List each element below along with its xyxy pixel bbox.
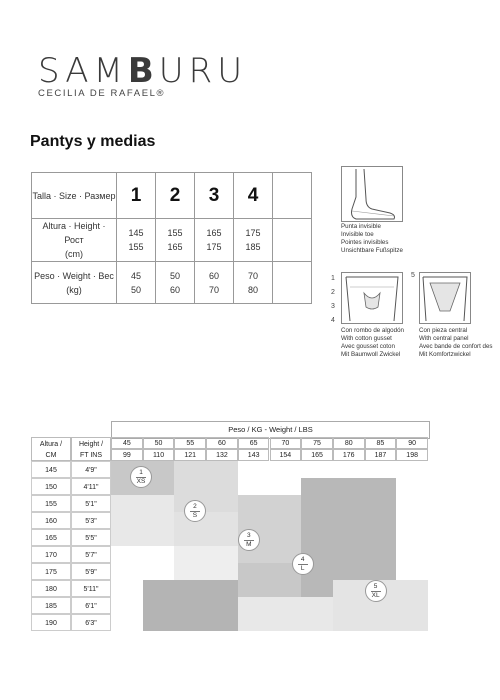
- lbs-tick: 143: [238, 449, 270, 461]
- height-ft: 5'3": [71, 512, 111, 529]
- lbs-tick: 187: [365, 449, 397, 461]
- foot-icon: [342, 167, 402, 221]
- height-ft: 4'9": [71, 461, 111, 478]
- size-zone: [143, 580, 238, 631]
- kg-tick: 80: [333, 437, 365, 449]
- size-row: [32, 173, 312, 219]
- cotton-gusset-caption: Con rombo de algodón With cotton gusset Avec gousset coton Mit Baumwoll Zwickel: [341, 327, 404, 358]
- weight-chart-title: Peso / KG - Weight / LBS: [111, 421, 430, 439]
- kg-tick: 75: [301, 437, 333, 449]
- kg-header-row: [111, 437, 428, 449]
- height-label: Altura · Height · Рост (cm): [32, 219, 117, 262]
- size-2: 2: [156, 173, 195, 219]
- panel-number: 5: [411, 272, 415, 279]
- height-cm: 150: [31, 478, 71, 495]
- height-cm: 145: [31, 461, 71, 478]
- invisible-toe-diagram: [341, 166, 403, 222]
- size-badge: 4 L: [292, 553, 314, 575]
- invisible-toe-caption: Punta invisible Invisible toe Pointes invisibles Unsichtbare Fußspitze: [341, 223, 403, 254]
- lbs-tick: 121: [174, 449, 206, 461]
- height-1: 145 155: [117, 219, 156, 262]
- kg-tick: 65: [238, 437, 270, 449]
- lbs-tick: 198: [396, 449, 428, 461]
- size-4: 4: [234, 173, 273, 219]
- height-4: 175 185: [234, 219, 273, 262]
- kg-tick: 85: [365, 437, 397, 449]
- size-table: [31, 172, 312, 304]
- size-zone-grid: [111, 461, 428, 631]
- height-ft: 5'9": [71, 563, 111, 580]
- brand-name: SAMBURU: [38, 51, 248, 91]
- size-zone: [174, 512, 237, 546]
- lbs-tick: 110: [143, 449, 175, 461]
- weight-2: 50 60: [156, 262, 195, 304]
- height-cm: 185: [31, 597, 71, 614]
- size-zone: [111, 495, 174, 546]
- size-badge: 3 M: [238, 529, 260, 551]
- size-header-label: Talla · Size · Размер: [32, 173, 117, 219]
- height-cm: 180: [31, 580, 71, 597]
- panel-icon: [420, 273, 470, 323]
- size-zone: [238, 597, 333, 631]
- empty-cell: [273, 173, 312, 219]
- gusset-icon: [342, 273, 402, 323]
- lbs-tick: 99: [111, 449, 143, 461]
- lbs-tick: 165: [301, 449, 333, 461]
- size-3: 3: [195, 173, 234, 219]
- ft-header: Height / FT INS: [71, 437, 111, 461]
- weight-3: 60 70: [195, 262, 234, 304]
- weight-4: 70 80: [234, 262, 273, 304]
- size-zone: [174, 461, 237, 512]
- weight-1: 45 50: [117, 262, 156, 304]
- brand-subtitle: CECILIA DE RAFAEL®: [38, 88, 166, 99]
- weight-row: [32, 262, 312, 304]
- size-badge: 1 XS: [130, 466, 152, 488]
- size-1: 1: [117, 173, 156, 219]
- height-cm: 160: [31, 512, 71, 529]
- kg-tick: 90: [396, 437, 428, 449]
- size-badge: 2 S: [184, 500, 206, 522]
- cotton-gusset-diagram: [341, 272, 403, 324]
- height-ft: 5'1": [71, 495, 111, 512]
- height-row: [32, 219, 312, 262]
- size-badge: 5 XL: [365, 580, 387, 602]
- section-title: Pantys y medias: [30, 133, 156, 150]
- height-cm: 155: [31, 495, 71, 512]
- lbs-tick: 132: [206, 449, 238, 461]
- weight-height-chart: [31, 421, 430, 632]
- height-2: 155 165: [156, 219, 195, 262]
- kg-tick: 45: [111, 437, 143, 449]
- kg-tick: 55: [174, 437, 206, 449]
- empty-cell: [273, 262, 312, 304]
- height-cm: 175: [31, 563, 71, 580]
- central-panel-diagram: [419, 272, 471, 324]
- brand-logo: [38, 52, 278, 99]
- lbs-header-row: [111, 449, 428, 461]
- height-cm: 190: [31, 614, 71, 631]
- kg-tick: 50: [143, 437, 175, 449]
- lbs-tick: 176: [333, 449, 365, 461]
- height-ft: 4'11": [71, 478, 111, 495]
- kg-tick: 70: [270, 437, 302, 449]
- weight-label: Peso · Weight · Вес (kg): [32, 262, 117, 304]
- cm-header: Altura / CM: [31, 437, 71, 461]
- height-cm: 165: [31, 529, 71, 546]
- height-ft: 5'11": [71, 580, 111, 597]
- gusset-numbers: 1 2 3 4: [331, 275, 335, 324]
- kg-tick: 60: [206, 437, 238, 449]
- empty-cell: [273, 219, 312, 262]
- height-ft: 5'5": [71, 529, 111, 546]
- lbs-tick: 154: [270, 449, 302, 461]
- height-ft: 5'7": [71, 546, 111, 563]
- height-ft: 6'3": [71, 614, 111, 631]
- central-panel-caption: Con pieza central With central panel Avec bande de confort des Mit Komfortzwickel: [419, 327, 493, 358]
- height-3: 165 175: [195, 219, 234, 262]
- height-ft: 6'1": [71, 597, 111, 614]
- height-cm: 170: [31, 546, 71, 563]
